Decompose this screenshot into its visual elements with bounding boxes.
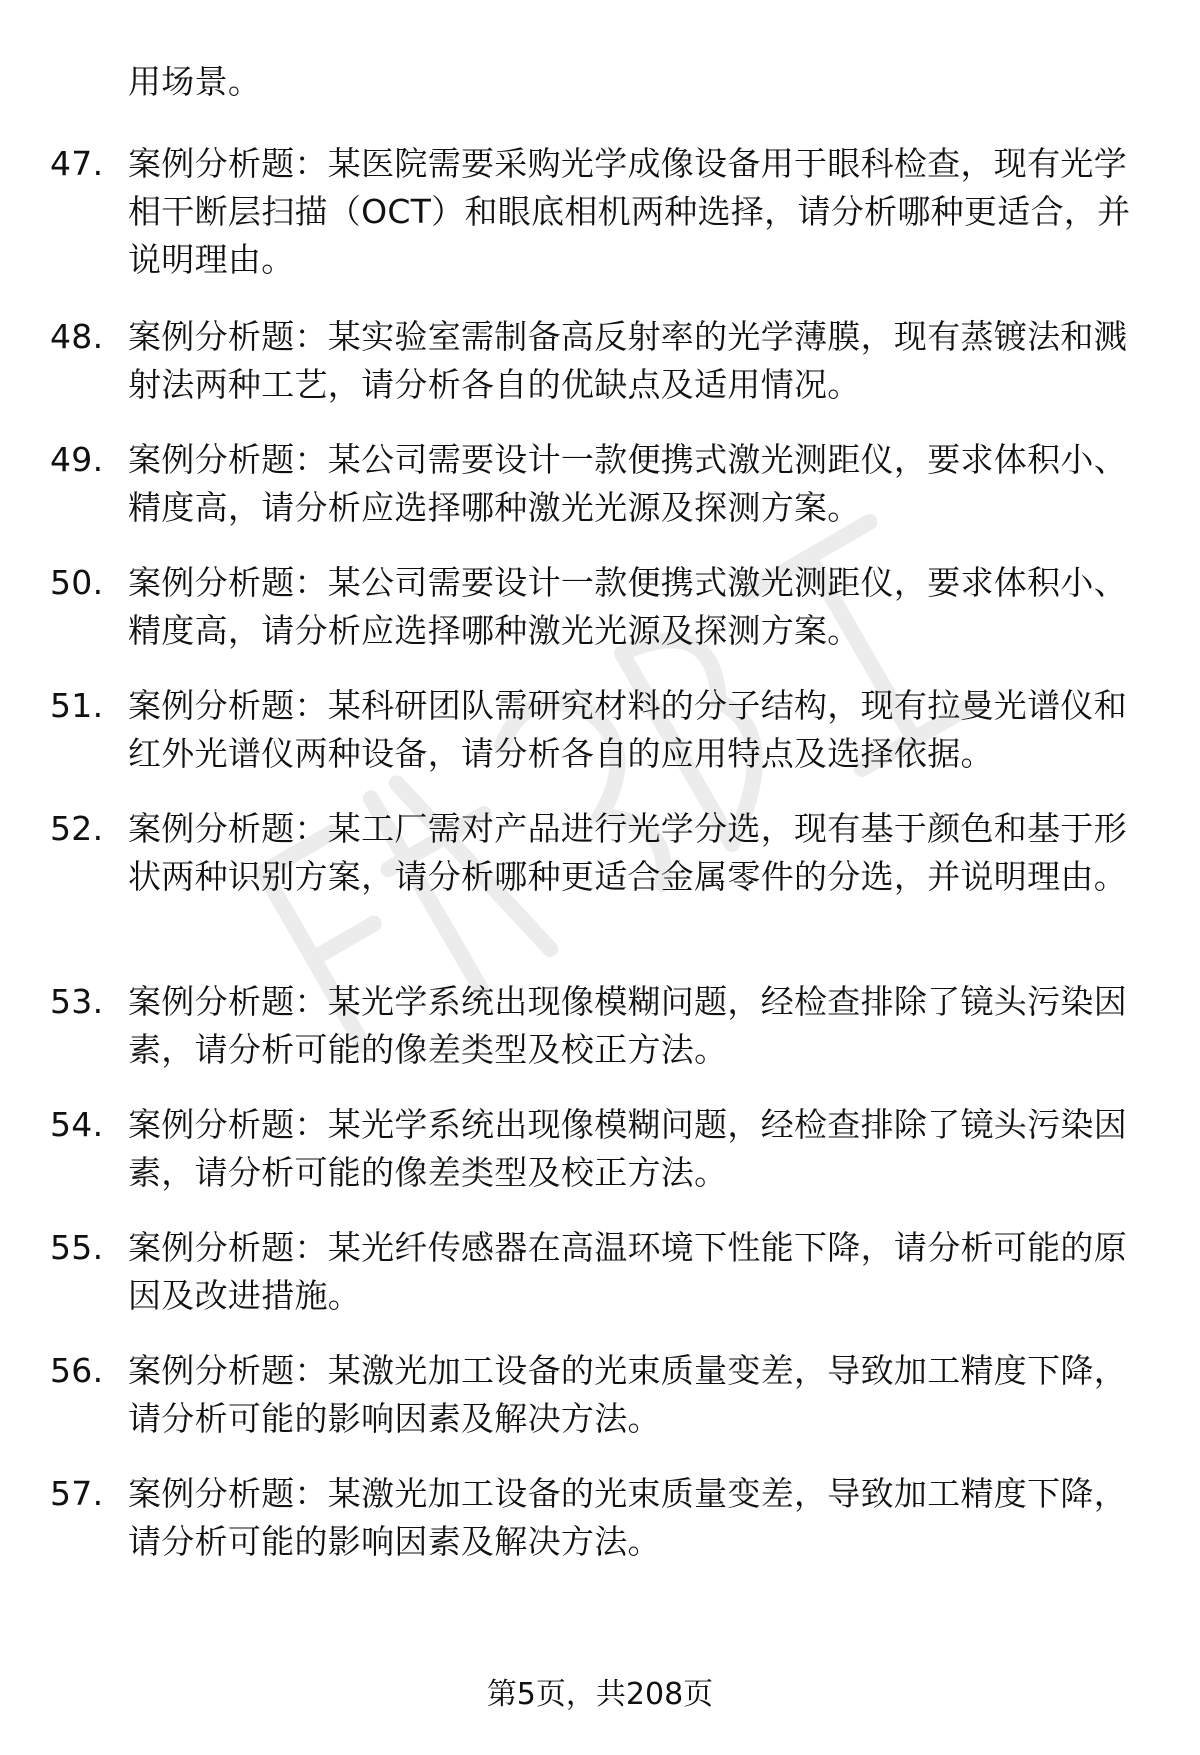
question-number: 53. (50, 982, 104, 1021)
question-number: 54. (50, 1105, 104, 1144)
question-text: 案例分析题：某实验室需制备高反射率的光学薄膜，现有蒸镀法和溅射法两种工艺，请分析各自的优缺点及适用情况。 (128, 317, 1127, 404)
question-text: 案例分析题：某科研团队需研究材料的分子结构，现有拉曼光谱仪和红外光谱仪两种设备，请分析各自的应用特点及选择依据。 (128, 686, 1127, 773)
page-footer: 第5页，共208页 (486, 1677, 714, 1712)
question-text: 案例分析题：某激光加工设备的光束质量变差，导致加工精度下降，请分析可能的影响因素及解决方法。 (128, 1474, 1127, 1561)
question-item (50, 805, 1140, 901)
question-number: 48. (50, 317, 104, 356)
question-item (50, 978, 1140, 1074)
question-item (50, 1470, 1140, 1566)
question-number: 47. (50, 144, 104, 183)
question-item (50, 313, 1140, 409)
question-text: 案例分析题：某光学系统出现像模糊问题，经检查排除了镜头污染因素，请分析可能的像差类型及校正方法。 (128, 1105, 1127, 1192)
question-number: 52. (50, 809, 104, 848)
question-number: 56. (50, 1351, 104, 1390)
question-number: 49. (50, 440, 104, 479)
question-item (50, 140, 1140, 284)
continuation-text: 用场景。 (128, 62, 262, 101)
question-text: 案例分析题：某光学系统出现像模糊问题，经检查排除了镜头污染因素，请分析可能的像差类型及校正方法。 (128, 982, 1127, 1069)
question-item (50, 1224, 1140, 1320)
question-item (50, 436, 1140, 532)
question-text: 案例分析题：某公司需要设计一款便携式激光测距仪，要求体积小、精度高，请分析应选择哪种激光光源及探测方案。 (128, 563, 1127, 650)
question-item (50, 682, 1140, 778)
question-text: 案例分析题：某公司需要设计一款便携式激光测距仪，要求体积小、精度高，请分析应选择哪种激光光源及探测方案。 (128, 440, 1127, 527)
question-text: 案例分析题：某光纤传感器在高温环境下性能下降，请分析可能的原因及改进措施。 (128, 1228, 1127, 1315)
question-item (50, 1101, 1140, 1197)
question-item (50, 1347, 1140, 1443)
question-item (50, 559, 1140, 655)
question-number: 55. (50, 1228, 104, 1267)
question-number: 57. (50, 1474, 104, 1513)
question-number: 51. (50, 686, 104, 725)
question-text: 案例分析题：某激光加工设备的光束质量变差，导致加工精度下降，请分析可能的影响因素及解决方法。 (128, 1351, 1127, 1438)
question-text: 案例分析题：某医院需要采购光学成像设备用于眼科检查，现有光学相干断层扫描（OCT）和眼底相机两种选择，请分析哪种更适合，并说明理由。 (128, 144, 1131, 279)
question-text: 案例分析题：某工厂需对产品进行光学分选，现有基于颜色和基于形状两种识别方案，请分析哪种更适合金属零件的分选，并说明理由。 (128, 809, 1127, 896)
question-number: 50. (50, 563, 104, 602)
